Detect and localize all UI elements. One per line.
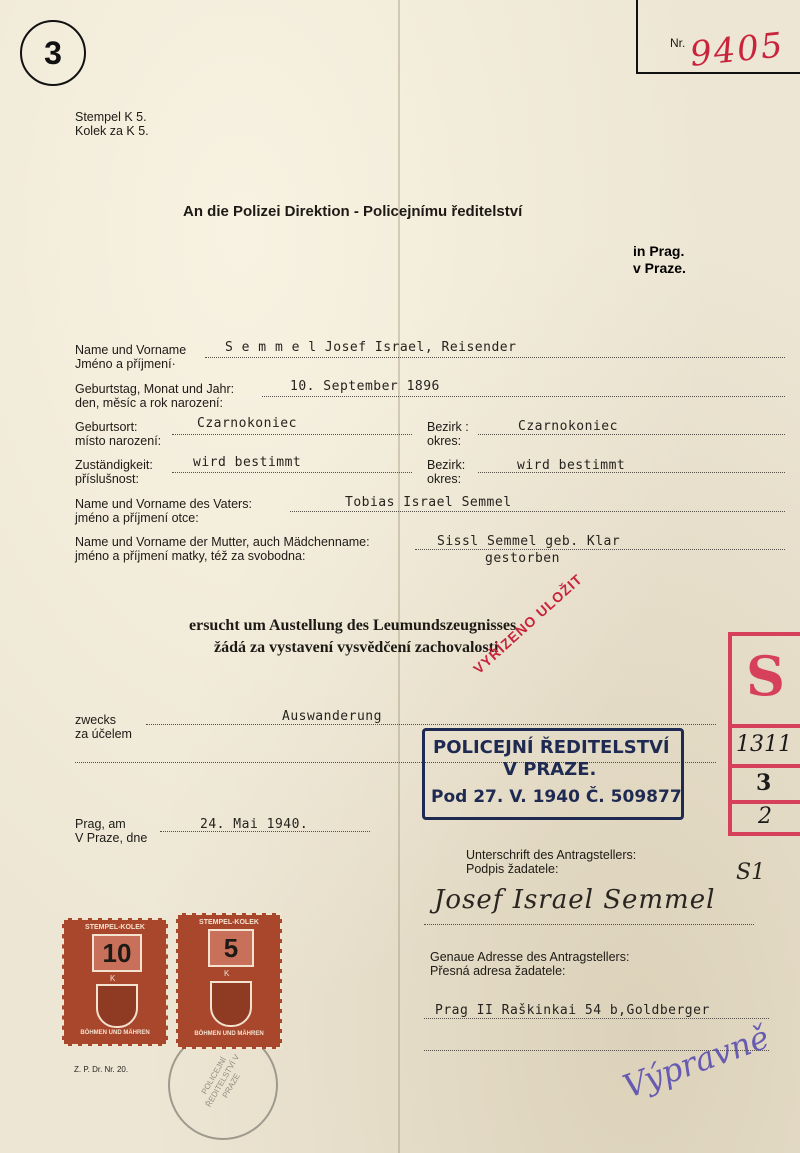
mother-label-cz: jméno a příjmení matky, též za svobodna:	[75, 549, 306, 563]
district2-label-de: Bezirk:	[427, 458, 466, 472]
name-value: S e m m e l Josef Israel, Reisender	[225, 340, 517, 355]
purpose-value: Auswanderung	[282, 709, 382, 724]
date-label-de: Prag, am	[75, 817, 126, 831]
mother-value: Sissl Semmel geb. Klar	[437, 534, 621, 549]
form-number-circle	[20, 20, 86, 86]
signature-label-de: Unterschrift des Antragstellers:	[466, 848, 637, 862]
fold-line	[398, 0, 400, 1153]
purpose-dots	[146, 724, 716, 725]
nr-label: Nr.	[670, 36, 686, 50]
birthdate-dots	[262, 396, 785, 397]
fee-stamp-10	[62, 918, 168, 1046]
side-stamp-extra-1: 3	[756, 770, 772, 796]
signature: Josef Israel Semmel	[434, 885, 716, 915]
district2-value: wird bestimmt	[517, 458, 626, 473]
address-label-de: Genaue Adresse des Antragstellers:	[430, 950, 630, 964]
father-dots	[290, 511, 785, 512]
form-number: 3	[44, 35, 62, 71]
city-line2: v Praze.	[633, 260, 686, 276]
birthdate-label-cz: den, měsíc a rok narození:	[75, 396, 223, 410]
fee-stamp-5	[176, 913, 282, 1049]
request-cz: žádá za vystavení vysvědčení zachovalosti	[214, 639, 499, 656]
address-dots-1	[424, 1018, 769, 1019]
vypravne-stamp: Výpravně	[618, 1017, 775, 1106]
birthplace-dots	[172, 434, 412, 435]
city-line1: in Prag.	[633, 243, 685, 259]
fee-stamp-10-caption: BÖHMEN UND MÄHREN	[80, 1030, 150, 1036]
father-label-de: Name und Vorname des Vaters:	[75, 497, 252, 511]
stamp-fee-line1: Stempel K 5.	[75, 110, 147, 124]
police-stamp-line1: POLICEJNÍ ŘEDITELSTVÍ	[433, 737, 670, 758]
side-stamp-divider-2	[732, 764, 800, 768]
round-stamp-text: POLICEJNÍ ŘEDITELSTVÍ V PRAZE	[199, 1052, 242, 1109]
date-value: 24. Mai 1940.	[200, 817, 309, 832]
father-label-cz: jméno a příjmení otce:	[75, 511, 199, 525]
district-dots	[478, 434, 785, 435]
fee-stamp-10-unit: K	[110, 974, 116, 983]
birthplace-label-de: Geburtsort:	[75, 420, 138, 434]
red-diagonal-stamp: VYŘÍZENO ULOŽIT	[470, 570, 586, 677]
fee-stamp-5-caption: BÖHMEN UND MÄHREN	[194, 1031, 264, 1037]
mother-label-de: Name und Vorname der Mutter, auch Mädchenname:	[75, 535, 370, 549]
mother-dots	[415, 549, 785, 550]
mother-note: gestorben	[485, 551, 560, 566]
addressee: An die Polizei Direktion - Policejnímu ředitelství	[183, 203, 523, 220]
birthplace-value: Czarnokoniec	[197, 416, 297, 431]
district-label-de: Bezirk :	[427, 420, 469, 434]
police-stamp-line2: V PRAZE.	[503, 759, 597, 780]
domicile-dots	[172, 472, 412, 473]
signature-dots	[424, 924, 754, 925]
signature-label-cz: Podpis žadatele:	[466, 862, 559, 876]
fee-stamp-10-lion-icon	[96, 984, 138, 1028]
fee-stamp-5-unit: K	[224, 969, 230, 978]
name-dots	[205, 357, 785, 358]
district-value: Czarnokoniec	[518, 419, 618, 434]
district-label-cz: okres:	[427, 434, 462, 448]
fee-stamp-10-header: STEMPEL-KOLEK	[85, 924, 145, 931]
domicile-value: wird bestimmt	[193, 455, 302, 470]
purpose-label-cz: za účelem	[75, 727, 132, 741]
side-stamp-extra-2: 2	[758, 804, 772, 829]
margin-note: S1	[736, 860, 766, 885]
police-stamp	[422, 728, 684, 820]
address-label-cz: Přesná adresa žadatele:	[430, 964, 566, 978]
address-value: Prag II Raškinkai 54 b,Goldberger	[435, 1003, 710, 1018]
police-stamp-line3: Pod 27. V. 1940 Č. 509877	[431, 787, 682, 807]
name-label-de: Name und Vorname	[75, 343, 187, 357]
purpose-label-de: zwecks	[75, 713, 116, 727]
fee-stamp-5-value: 5	[208, 929, 254, 967]
request-de: ersucht um Austellung des Leumundszeugnisses	[189, 617, 517, 634]
father-value: Tobias Israel Semmel	[345, 495, 512, 510]
date-label-cz: V Praze, dne	[75, 831, 148, 845]
birthdate-value: 10. September 1896	[290, 379, 440, 394]
birthplace-label-cz: místo narození:	[75, 434, 162, 448]
side-stamp-divider-1	[732, 724, 800, 728]
side-stamp	[728, 632, 800, 836]
birthdate-label-de: Geburtstag, Monat und Jahr:	[75, 382, 235, 396]
district2-label-cz: okres:	[427, 472, 462, 486]
fee-stamp-5-header: STEMPEL-KOLEK	[199, 919, 259, 926]
domicile-label-de: Zuständigkeit:	[75, 458, 153, 472]
side-stamp-number: 1311	[736, 732, 792, 757]
domicile-label-cz: příslušnost:	[75, 472, 139, 486]
fee-stamp-5-lion-icon	[210, 981, 252, 1027]
nr-value: 9405	[688, 25, 787, 75]
stamp-fee-line2: Kolek za K 5.	[75, 124, 149, 138]
printer-note: Z. P. Dr. Nr. 20.	[74, 1065, 129, 1074]
fee-stamp-10-value: 10	[92, 934, 142, 972]
name-label-cz: Jméno a příjmení·	[75, 357, 176, 371]
side-stamp-letter: S	[746, 644, 785, 708]
